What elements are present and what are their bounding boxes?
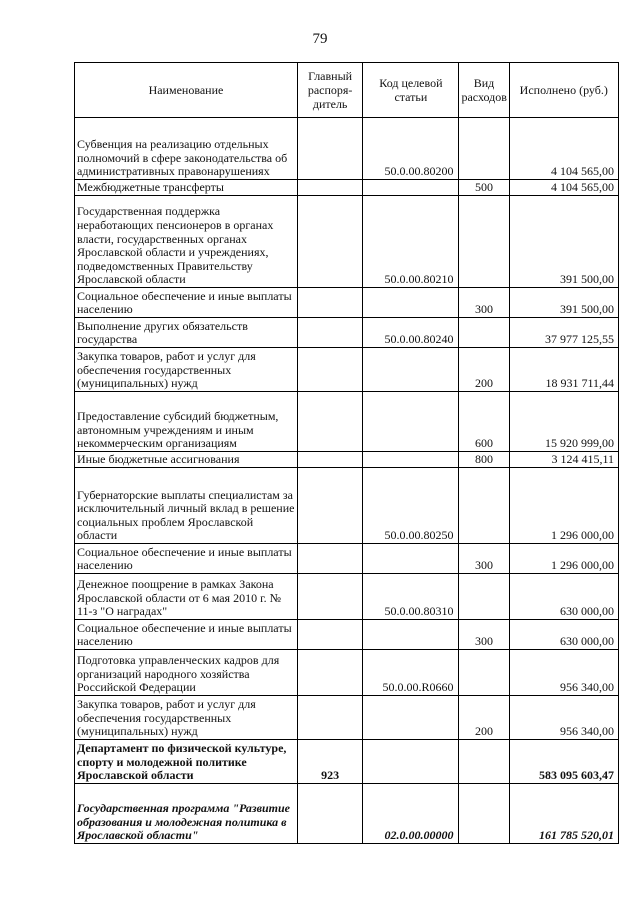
row-code-cell bbox=[363, 348, 459, 392]
row-code-cell: 50.0.00.80210 bbox=[363, 196, 459, 288]
table-row bbox=[75, 180, 619, 196]
row-name-cell: Межбюджетные трансферты bbox=[75, 180, 298, 196]
row-admin-cell: 923 bbox=[297, 740, 362, 784]
row-name-cell: Подготовка управленческих кадров для организаций народного хозяйства Российской Федерации bbox=[75, 650, 298, 696]
table-header-row bbox=[75, 63, 619, 118]
row-vid-cell bbox=[459, 740, 509, 784]
row-vid-cell bbox=[459, 196, 509, 288]
row-name-cell: Денежное поощрение в рамках Закона Ярославской области от 6 мая 2010 г. № 11-з "О наградах" bbox=[75, 574, 298, 620]
row-sum-cell: 18 931 711,44 bbox=[509, 348, 618, 392]
row-admin-cell bbox=[297, 650, 362, 696]
table-row bbox=[75, 740, 619, 784]
row-code-cell bbox=[363, 288, 459, 318]
row-name-cell: Иные бюджетные ассигнования bbox=[75, 452, 298, 468]
table-row bbox=[75, 452, 619, 468]
row-sum-cell: 630 000,00 bbox=[509, 620, 618, 650]
row-admin-cell bbox=[297, 696, 362, 740]
row-name-cell: Выполнение других обязательств государства bbox=[75, 318, 298, 348]
row-vid-cell bbox=[459, 574, 509, 620]
header-sum: Исполнено (руб.) bbox=[509, 63, 618, 118]
row-admin-cell bbox=[297, 392, 362, 452]
row-sum-cell: 3 124 415,11 bbox=[509, 452, 618, 468]
row-admin-cell bbox=[297, 468, 362, 544]
row-vid-cell bbox=[459, 318, 509, 348]
row-name-cell: Закупка товаров, работ и услуг для обеспечения государственных (муниципальных) нужд bbox=[75, 348, 298, 392]
row-code-cell: 02.0.00.00000 bbox=[363, 784, 459, 844]
table-row bbox=[75, 318, 619, 348]
table-row bbox=[75, 650, 619, 696]
row-vid-cell: 300 bbox=[459, 288, 509, 318]
table-row bbox=[75, 468, 619, 544]
row-name-cell: Предоставление субсидий бюджетным, автономным учреждениям и иным некоммерческим организациям bbox=[75, 392, 298, 452]
header-admin: Главный распоря-дитель bbox=[297, 63, 362, 118]
row-code-cell bbox=[363, 544, 459, 574]
row-vid-cell: 200 bbox=[459, 696, 509, 740]
row-admin-cell bbox=[297, 784, 362, 844]
row-sum-cell: 956 340,00 bbox=[509, 696, 618, 740]
row-sum-cell: 391 500,00 bbox=[509, 288, 618, 318]
row-name-cell: Губернаторские выплаты специалистам за исключительный личный вклад в решение социальных проблем Ярославской области bbox=[75, 468, 298, 544]
row-name-cell: Департамент по физической культуре, спорту и молодежной политике Ярославской области bbox=[75, 740, 298, 784]
row-admin-cell bbox=[297, 620, 362, 650]
row-admin-cell bbox=[297, 318, 362, 348]
row-admin-cell bbox=[297, 196, 362, 288]
table-row bbox=[75, 620, 619, 650]
row-name-cell: Социальное обеспечение и иные выплаты населению bbox=[75, 288, 298, 318]
row-sum-cell: 15 920 999,00 bbox=[509, 392, 618, 452]
row-admin-cell bbox=[297, 574, 362, 620]
header-vid: Вид расходов bbox=[459, 63, 509, 118]
row-vid-cell: 300 bbox=[459, 620, 509, 650]
row-vid-cell: 300 bbox=[459, 544, 509, 574]
row-sum-cell: 1 296 000,00 bbox=[509, 468, 618, 544]
row-admin-cell bbox=[297, 544, 362, 574]
row-name-cell: Социальное обеспечение и иные выплаты населению bbox=[75, 620, 298, 650]
row-name-cell: Закупка товаров, работ и услуг для обеспечения государственных (муниципальных) нужд bbox=[75, 696, 298, 740]
row-code-cell bbox=[363, 452, 459, 468]
header-name: Наименование bbox=[75, 63, 298, 118]
row-sum-cell: 161 785 520,01 bbox=[509, 784, 618, 844]
row-sum-cell: 583 095 603,47 bbox=[509, 740, 618, 784]
table-body bbox=[75, 118, 619, 844]
row-code-cell bbox=[363, 180, 459, 196]
row-sum-cell: 630 000,00 bbox=[509, 574, 618, 620]
row-vid-cell: 200 bbox=[459, 348, 509, 392]
row-code-cell: 50.0.00.R0660 bbox=[363, 650, 459, 696]
row-name-cell: Социальное обеспечение и иные выплаты населению bbox=[75, 544, 298, 574]
row-admin-cell bbox=[297, 348, 362, 392]
table-row bbox=[75, 696, 619, 740]
header-code: Код целевой статьи bbox=[363, 63, 459, 118]
table-row bbox=[75, 574, 619, 620]
row-vid-cell bbox=[459, 650, 509, 696]
row-admin-cell bbox=[297, 288, 362, 318]
table-row bbox=[75, 118, 619, 180]
budget-execution-table bbox=[74, 62, 619, 844]
table-row bbox=[75, 392, 619, 452]
row-sum-cell: 1 296 000,00 bbox=[509, 544, 618, 574]
row-admin-cell bbox=[297, 452, 362, 468]
row-sum-cell: 391 500,00 bbox=[509, 196, 618, 288]
row-code-cell bbox=[363, 392, 459, 452]
row-name-cell: Государственная программа "Развитие образования и молодежная политика в Ярославской области" bbox=[75, 784, 298, 844]
row-vid-cell: 800 bbox=[459, 452, 509, 468]
row-code-cell bbox=[363, 696, 459, 740]
row-name-cell: Государственная поддержка неработающих пенсионеров в органах власти, государственных органах Ярославской области и учреждениях, подведомственных Правительству Ярославской области bbox=[75, 196, 298, 288]
row-sum-cell: 4 104 565,00 bbox=[509, 180, 618, 196]
row-code-cell: 50.0.00.80200 bbox=[363, 118, 459, 180]
row-admin-cell bbox=[297, 118, 362, 180]
table-row bbox=[75, 784, 619, 844]
page-number: 79 bbox=[312, 31, 328, 47]
table-row bbox=[75, 348, 619, 392]
row-code-cell: 50.0.00.80310 bbox=[363, 574, 459, 620]
row-sum-cell: 956 340,00 bbox=[509, 650, 618, 696]
row-admin-cell bbox=[297, 180, 362, 196]
row-vid-cell: 600 bbox=[459, 392, 509, 452]
row-vid-cell bbox=[459, 784, 509, 844]
table-row bbox=[75, 196, 619, 288]
row-sum-cell: 37 977 125,55 bbox=[509, 318, 618, 348]
row-vid-cell bbox=[459, 118, 509, 180]
row-sum-cell: 4 104 565,00 bbox=[509, 118, 618, 180]
row-code-cell bbox=[363, 620, 459, 650]
row-vid-cell: 500 bbox=[459, 180, 509, 196]
table-row bbox=[75, 288, 619, 318]
row-code-cell: 50.0.00.80250 bbox=[363, 468, 459, 544]
row-code-cell bbox=[363, 740, 459, 784]
row-code-cell: 50.0.00.80240 bbox=[363, 318, 459, 348]
row-name-cell: Субвенция на реализацию отдельных полномочий в сфере законодательства об административных правонарушениях bbox=[75, 118, 298, 180]
table-row bbox=[75, 544, 619, 574]
row-vid-cell bbox=[459, 468, 509, 544]
